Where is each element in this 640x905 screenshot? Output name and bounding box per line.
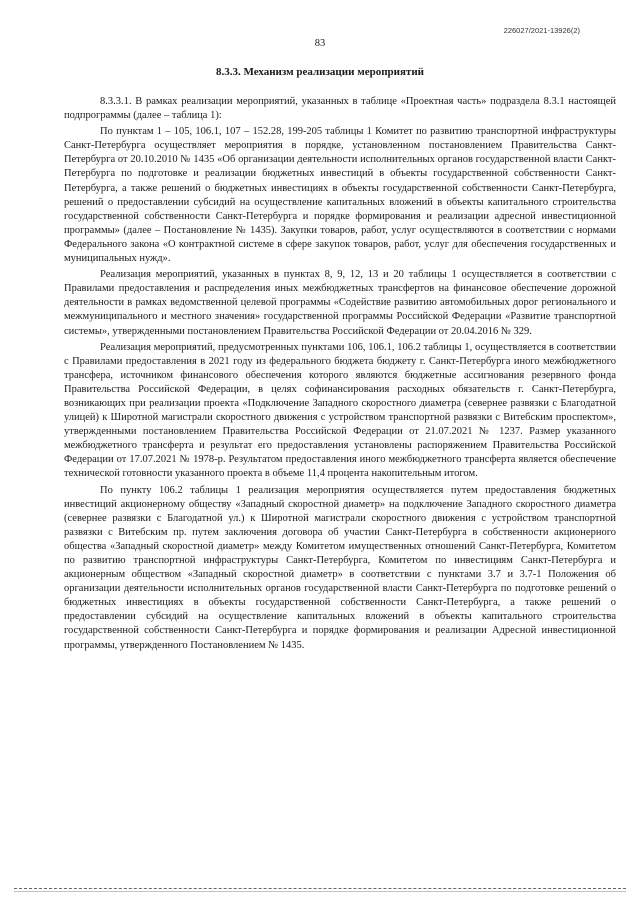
page-number: 83 xyxy=(314,38,326,49)
scan-edge-line-secondary xyxy=(14,891,626,892)
paragraph-intro: 8.3.3.1. В рамках реализации мероприятий, указанных в таблице «Проектная часть» подраздела 8.3.1 настоящей подпрограммы (далее – таблица 1): xyxy=(64,96,616,122)
section-heading: 8.3.3. Механизм реализации мероприятий xyxy=(215,66,425,78)
scan-edge-line xyxy=(14,888,626,889)
paragraph-item-106-2: По пункту 106.2 таблицы 1 реализация мероприятия осуществляется путем предоставления бюджетных инвестиций акционерному обществу «Западный скоростной диаметр» на подключение Западного скоростного диаметра (севернее развязки с Благодатной ул.) к Широтной магистрали скоростного движения с устройством транспортной развязки с Витебским пр. путем заключения договора об участии Санкт-Петербурга в собственности акционерного общества «Западный скоростной диаметр» между Комитетом имущественных отношений Санкт-Петербурга, Комитетом по развитию транспортной инфраструктуры Санкт-Петербурга, Комитетом по инвестициям Санкт-Петербурга и акционерным обществом «Западный скоростной диаметр» в соответствии с пунктами 3.7 и 3.7-1 Положения об организации деятельности исполнительных органов государственной власти Санкт-Петербурга по подготовке решений о бюджетных инвестициях в объекты государственной собственности Санкт-Петербурга, а также решений о предоставлении субсидий на осуществление капитальных вложений в объекты капитального строительства государственной собственности Санкт-Петербурга и порядке формирования и реализации Адресной инвестиционной программы, утвержденного Постановлением № 1435. xyxy=(64,484,616,651)
paragraph-items-1-105: По пунктам 1 – 105, 106.1, 107 – 152.28, 199-205 таблицы 1 Комитет по развитию транспортной инфраструктуры Санкт-Петербурга осуществляет мероприятия в порядке, установленном постановлением Правительства Санкт-Петербурга от 20.10.2010 № 1435 «Об организации деятельности исполнительных органов государственной власти Санкт-Петербурга по подготовке и реализации бюджетных инвестиций в объекты государственной собственности Санкт-Петербурга, а также решений о бюджетных инвестициях в объекты государственной собственности Санкт-Петербурга, решений о предоставлении субсидий на осуществление капитальных вложений в объекты капитального строительства государственной собственности Санкт-Петербурга и порядке формирования и реализации адресной инвестиционной программы» (далее – Постановление № 1435). Закупки товаров, работ, услуг осуществляются в соответствии с нормами Федерального закона «О контрактной системе в сфере закупок товаров, работ, услуг для обеспечения государственных и муниципальных нужд». xyxy=(64,126,616,265)
document-registration-number: 226027/2021-13926(2) xyxy=(503,26,580,35)
paragraph-items-106: Реализация мероприятий, предусмотренных пунктами 106, 106.1, 106.2 таблицы 1, осуществляется в соответствии с Правилами предоставления в 2021 году из федерального бюджета бюджету г. Санкт-Петербурга иного межбюджетного трансфера, источником финансового обеспечения которого являются бюджетные ассигнования резервного фонда Правительства Российской Федерации, в целях софинансирования расходных обязательств г. Санкт-Петербурга, возникающих при реализации проекта «Подключение Западного скоростного диаметра (севернее развязки с Благодатной улицей) к Широтной магистрали скоростного движения с устройством транспортной развязки с Витебским проспектом», утвержденными постановлением Правительства Российской Федерации от 21.07.2021 № 1237. Размер указанного межбюджетного трансферта и результат его предоставления установлены распоряжением Правительства Российской Федерации от 17.07.2021 № 1978-р. Результатом предоставления иного межбюджетного трансферта является обеспечение технической готовности указанного проекта в объеме 11,4 процента накопительным итогом. xyxy=(64,341,616,480)
paragraph-items-8-20: Реализация мероприятий, указанных в пунктах 8, 9, 12, 13 и 20 таблицы 1 осуществляется в соответствии с Правилами предоставления и распределения иных межбюджетных трансфертов на финансовое обеспечение дорожной деятельности в рамках ведомственной целевой программы «Содействие развитию автомобильных дорог регионального и межмуниципального и местного значения» государственной программы Российской Федерации «Развитие транспортной системы», утвержденными постановлением Правительства Российской Федерации от 20.04.2016 № 329. xyxy=(64,269,616,337)
body-text xyxy=(64,95,616,655)
